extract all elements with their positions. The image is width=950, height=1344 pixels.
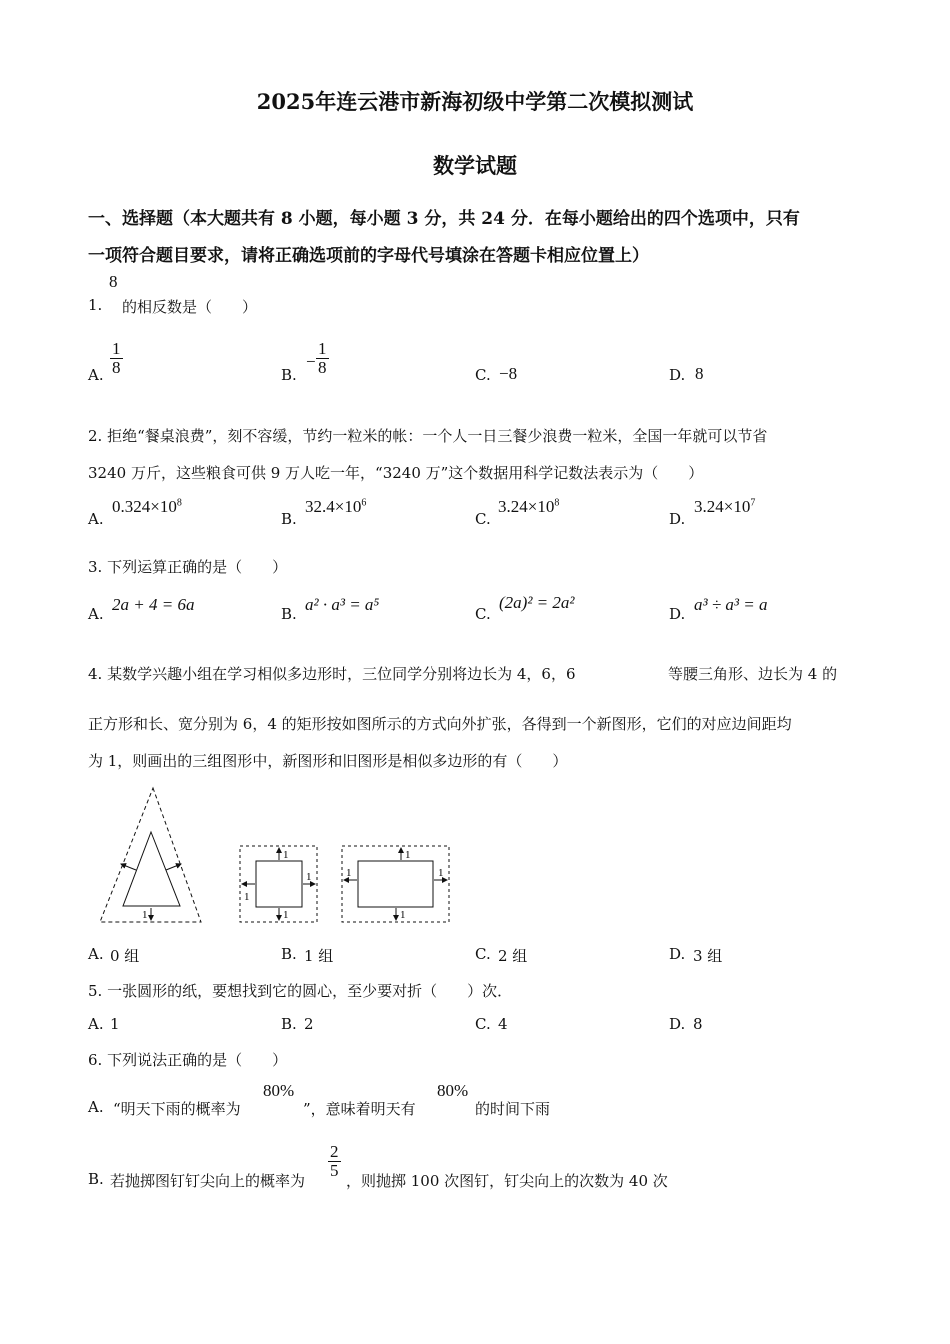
q5-option-c-label: C.: [475, 1015, 491, 1033]
q3-option-a-expr: 2a + 4 = 6a: [112, 595, 195, 614]
q6-a-part1: “明天下雨的概率为: [113, 1100, 241, 1118]
q6-a-pct1: 80%: [263, 1081, 295, 1100]
q3-option-d-label: D.: [669, 605, 686, 623]
q6-a-part3: 的时间下雨: [475, 1100, 551, 1118]
q6-option-a-label: A.: [88, 1098, 104, 1116]
q1-b-sign: −: [306, 352, 316, 371]
q6-b-part2: ，则抛掷 100 次图钉，钉尖向上的次数为 40 次: [346, 1172, 668, 1190]
rect-left-label: 1: [346, 867, 352, 879]
triangle-distance-label: 1: [142, 909, 148, 921]
q2-option-d-label: D.: [669, 510, 686, 528]
square-top-label: 1: [283, 849, 289, 861]
q6-a-part2: ”，意味着明天有: [303, 1100, 416, 1118]
q1-option-d-value: 8: [695, 364, 704, 383]
q4-option-c-label: C.: [475, 945, 491, 963]
q1-option-b-label: B.: [281, 366, 297, 384]
q2-option-d-expr: [694, 497, 755, 517]
q2-line1: 2. 拒绝“餐桌浪费”，刻不容缓，节约一粒米的帐：一个人一日三餐少浪费一粒米，全国一年就可以节省: [88, 427, 768, 445]
q2-d-base: 3.24×10: [694, 497, 751, 516]
q4-option-c-text: 2 组: [498, 947, 528, 965]
q5-option-d-text: 8: [693, 1015, 703, 1033]
q2-b-base: 32.4×10: [305, 497, 362, 516]
q3-option-a-label: A.: [88, 605, 104, 623]
q3-option-c-label: C.: [475, 605, 491, 623]
q1-value: 8: [109, 272, 118, 291]
q1-option-c-value: −8: [499, 364, 518, 383]
q2-option-c-label: C.: [475, 510, 491, 528]
section-heading-line2: 一项符合题目要求，请将正确选项前的字母代号填涂在答题卡相应位置上）: [88, 246, 649, 266]
q2-option-b-label: B.: [281, 510, 297, 528]
q2-option-b-expr: [305, 497, 366, 517]
q6-option-b-label: B.: [88, 1170, 104, 1188]
q2-a-base: 0.324×10: [112, 497, 177, 516]
q2-option-a-expr: [112, 497, 182, 517]
q2-b-exp: 6: [361, 497, 367, 509]
q2-c-exp: 8: [554, 497, 560, 509]
exam-title: 2025年连云港市新海初级中学第二次模拟测试: [256, 89, 694, 114]
rectangle-figure: [342, 846, 449, 922]
q2-d-exp: 7: [750, 497, 756, 509]
q2-c-base: 3.24×10: [498, 497, 555, 516]
q4-figures: [96, 784, 466, 928]
q2-option-a-label: A.: [88, 510, 104, 528]
section-heading-line1: 一、选择题（本大题共有 8 小题，每小题 3 分，共 24 分．在每小题给出的四个选项中，只有: [88, 209, 800, 229]
q3-option-d-expr: a³ ÷ a³ = a: [694, 595, 768, 614]
q5-option-c-text: 4: [498, 1015, 508, 1033]
q3-text: 3. 下列运算正确的是（ ）: [88, 558, 288, 576]
q5-option-b-label: B.: [281, 1015, 297, 1033]
square-figure: [240, 846, 317, 922]
q1-b-numerator: 1: [318, 339, 327, 358]
rect-right-label: 1: [438, 867, 444, 879]
q6-b-part1: 若抛掷图钉钉尖向上的概率为: [110, 1172, 306, 1190]
q1-option-d-label: D.: [669, 366, 686, 384]
q6-b-fraction: [328, 1143, 341, 1180]
q5-option-d-label: D.: [669, 1015, 686, 1033]
q1-a-denominator: 8: [112, 357, 121, 377]
square-bottom-label: 1: [283, 909, 289, 921]
q3-option-c-expr: (2a)² = 2a²: [499, 593, 575, 612]
q4-line1a: 4. 某数学兴趣小组在学习相似多边形时，三位同学分别将边长为 4，6，6: [88, 665, 576, 683]
q1-option-a-label: A.: [88, 366, 104, 384]
rect-bottom-label: 1: [400, 909, 406, 921]
q1-option-a-fraction: [110, 340, 123, 377]
q3-option-b-label: B.: [281, 605, 297, 623]
q6-a-pct2: 80%: [437, 1081, 469, 1100]
q2-a-exp: 8: [176, 497, 182, 509]
q4-option-a-label: A.: [88, 945, 104, 963]
rect-top-label: 1: [405, 849, 411, 861]
q5-text: 5. 一张圆形的纸，要想找到它的圆心，至少要对折（ ）次．: [88, 982, 513, 1000]
triangle-figure: [100, 788, 201, 922]
q1-b-denominator: 8: [318, 357, 327, 377]
outer-triangle: [100, 788, 201, 922]
q4-line3: 为 1，则画出的三组图形中，新图形和旧图形是相似多边形的有（ ）: [88, 752, 568, 770]
q1-option-b-fraction: [316, 340, 329, 377]
inner-square: [256, 861, 302, 907]
q1-a-numerator: 1: [112, 339, 121, 358]
square-right-label: 1: [306, 871, 312, 883]
q4-option-a-text: 0 组: [110, 947, 140, 965]
q4-option-b-text: 1 组: [304, 947, 334, 965]
q4-line1b: 等腰三角形、边长为 4 的: [668, 665, 838, 683]
square-left-label: 1: [244, 891, 250, 903]
inner-rectangle: [358, 861, 433, 907]
q2-line2: 3240 万斤，这些粮食可供 9 万人吃一年，“3240 万”这个数据用科学记数法表示为（ ）: [88, 464, 704, 482]
q5-option-b-text: 2: [304, 1015, 314, 1033]
q3-option-b-expr: a² · a³ = a⁵: [305, 595, 380, 614]
q6-b-numerator: 2: [330, 1142, 339, 1161]
inner-triangle: [123, 832, 180, 906]
q1-option-c-label: C.: [475, 366, 491, 384]
q6-b-denominator: 5: [330, 1160, 339, 1180]
q5-option-a-label: A.: [88, 1015, 104, 1033]
q1-number: 1.: [88, 296, 103, 314]
q4-option-d-label: D.: [669, 945, 686, 963]
q2-option-c-expr: [498, 497, 559, 517]
q1-text: 的相反数是（ ）: [122, 298, 258, 316]
exam-subtitle: 数学试题: [433, 153, 517, 178]
q6-text: 6. 下列说法正确的是（ ）: [88, 1051, 288, 1069]
q5-option-a-text: 1: [110, 1015, 120, 1033]
q4-option-d-text: 3 组: [693, 947, 723, 965]
q4-option-b-label: B.: [281, 945, 297, 963]
q4-line2: 正方形和长、宽分别为 6，4 的矩形按如图所示的方式向外扩张，各得到一个新图形，它们的对应边间距均: [88, 715, 792, 733]
